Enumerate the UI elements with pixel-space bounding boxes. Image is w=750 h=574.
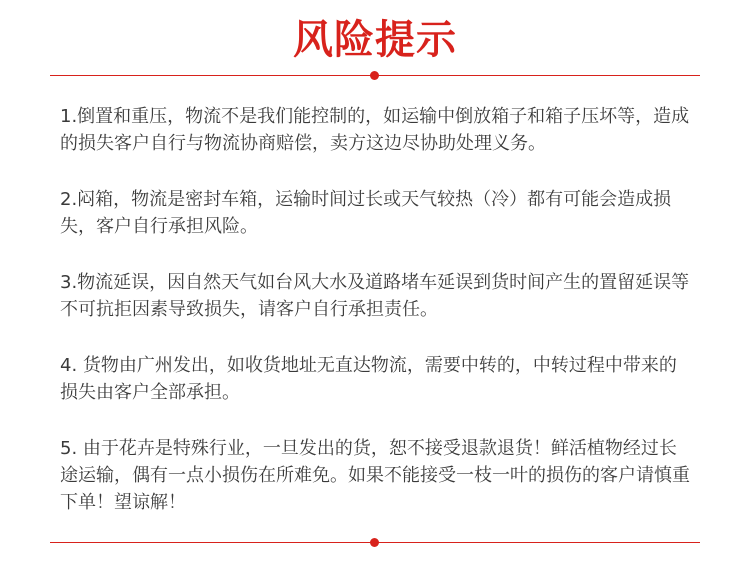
risk-item-3: 3.物流延误，因自然天气如台风大水及道路堵车延误到货时间产生的置留延误等不可抗拒因素导致损失，请客户自行承担责任。 xyxy=(60,272,690,320)
page-title: 风险提示 xyxy=(293,16,457,63)
risk-item-4: 4. 货物由广州发出，如收货地址无直达物流，需要中转的，中转过程中带来的损失由客户全部承担。 xyxy=(60,355,677,403)
divider-dot xyxy=(370,71,379,80)
divider-dot xyxy=(370,538,379,547)
risk-item-1: 1.倒置和重压，物流不是我们能控制的，如运输中倒放箱子和箱子压坏等，造成的损失客户自行与物流协商赔偿，卖方这边尽协助处理义务。 xyxy=(60,106,690,154)
risk-notice-list xyxy=(60,103,690,516)
risk-item-2: 2.闷箱，物流是密封车箱，运输时间过长或天气较热（冷）都有可能会造成损失，客户自行承担风险。 xyxy=(60,189,672,237)
top-divider xyxy=(50,75,700,76)
bottom-divider xyxy=(50,542,700,543)
risk-item-5: 5. 由于花卉是特殊行业，一旦发出的货，恕不接受退款退货！鲜活植物经过长途运输，偶有一点小损伤在所难免。如果不能接受一枝一叶的损伤的客户请慎重下单！望谅解！ xyxy=(60,438,690,513)
